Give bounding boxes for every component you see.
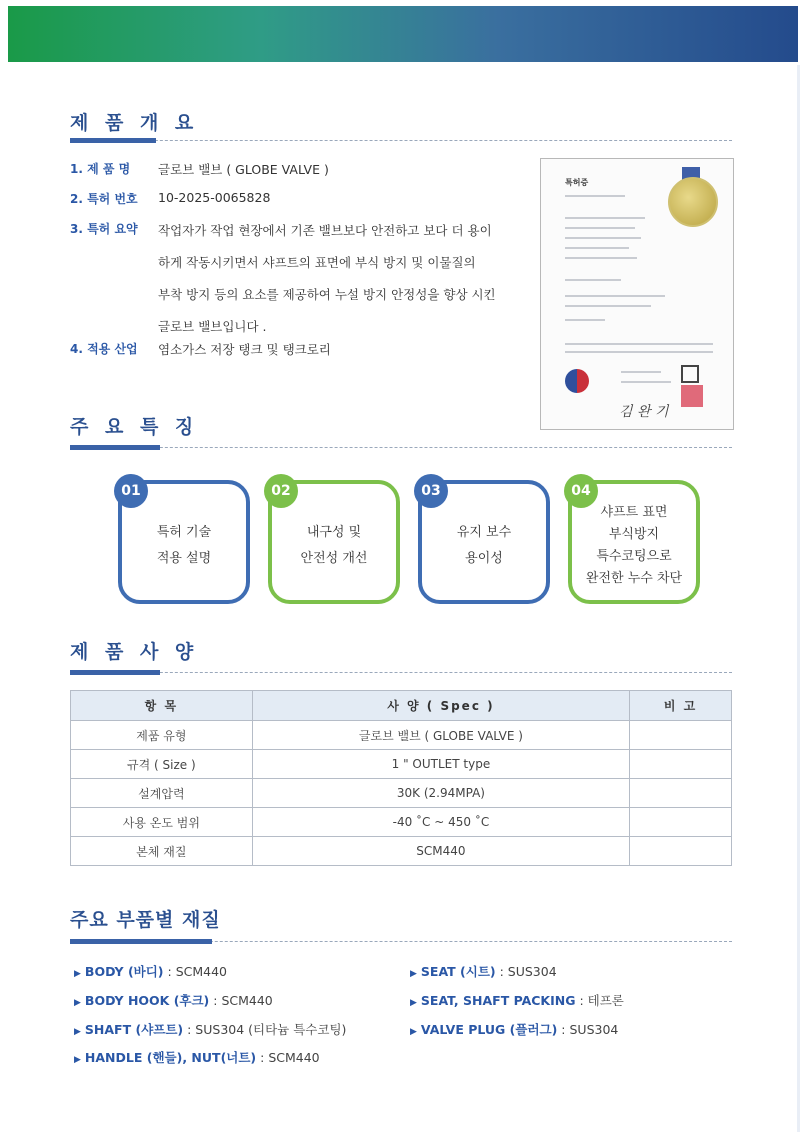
spec-table-header-row xyxy=(71,691,732,721)
spec-cell-note xyxy=(630,750,732,779)
feature-number-badge: 03 xyxy=(414,474,448,508)
part-name: BODY HOOK (후크) xyxy=(84,993,210,1008)
feature-line: 특수코팅으로 xyxy=(596,549,672,564)
feature-card-04 xyxy=(568,480,700,604)
summary-line: 글로브 밸브입니다 . xyxy=(158,319,267,334)
spec-cell-item: 본체 재질 xyxy=(71,837,253,866)
section-rule-spec xyxy=(70,672,732,674)
certificate-line xyxy=(565,351,713,353)
feature-line: 용이성 xyxy=(465,551,503,566)
feature-text xyxy=(457,520,511,572)
summary-line: 작업자가 작업 현장에서 기존 밸브보다 안전하고 보다 더 용이 xyxy=(158,223,492,238)
section-title-overview: 제 품 개 요 xyxy=(70,112,199,134)
triangle-bullet-icon: ▶ xyxy=(74,1027,81,1037)
part-material: : SCM440 xyxy=(163,964,227,979)
summary-line: 부착 방지 등의 요소를 제공하여 누설 방지 안정성을 향상 시킨 xyxy=(158,287,496,302)
certificate-line xyxy=(565,217,645,219)
list-item xyxy=(74,1048,320,1066)
spec-cell-note xyxy=(630,721,732,750)
certificate-line xyxy=(565,279,621,281)
triangle-bullet-icon: ▶ xyxy=(74,998,81,1008)
spec-cell-note xyxy=(630,779,732,808)
overview-label: 4. 적용 산업 xyxy=(70,342,138,356)
korean-emblem-icon xyxy=(565,369,589,393)
certificate-line xyxy=(565,257,637,259)
section-rule-overview xyxy=(70,140,732,142)
part-name: HANDLE (핸들), NUT(너트) xyxy=(84,1050,257,1065)
table-row xyxy=(71,837,732,866)
overview-label: 1. 제 품 명 xyxy=(70,162,131,176)
overview-value: 염소가스 저장 탱크 및 탱크로리 xyxy=(158,342,331,357)
spec-cell-value: -40 ˚C ~ 450 ˚C xyxy=(252,808,629,837)
certificate-line xyxy=(621,371,661,373)
triangle-bullet-icon: ▶ xyxy=(74,1055,81,1065)
certificate-line xyxy=(565,227,635,229)
certificate-line xyxy=(565,247,629,249)
feature-card-03 xyxy=(418,480,550,604)
header-gradient-band xyxy=(8,6,798,62)
part-material: : 테프론 xyxy=(575,993,624,1008)
certificate-line xyxy=(565,319,605,321)
part-material: : SCM440 xyxy=(209,993,273,1008)
overview-value: 글로브 밸브 ( GLOBE VALVE ) xyxy=(158,162,329,177)
spec-cell-item: 규격 ( Size ) xyxy=(71,750,253,779)
feature-number-badge: 04 xyxy=(564,474,598,508)
patent-summary-text xyxy=(158,215,516,343)
section-title-spec: 제 품 사 양 xyxy=(70,641,199,663)
overview-value: 10-2025-0065828 xyxy=(158,190,271,205)
feature-line: 샤프트 표면 xyxy=(600,505,668,520)
table-row xyxy=(71,721,732,750)
list-item xyxy=(410,1020,618,1038)
overview-label: 2. 특허 번호 xyxy=(70,192,138,206)
section-bar-parts xyxy=(70,939,212,944)
feature-text xyxy=(157,520,211,572)
section-bar-spec xyxy=(70,670,160,675)
spec-cell-item: 설계압력 xyxy=(71,779,253,808)
part-name: BODY (바디) xyxy=(84,964,164,979)
feature-line: 특허 기술 xyxy=(156,525,212,540)
part-material: : SUS304 xyxy=(557,1022,619,1037)
feature-line: 완전한 누수 차단 xyxy=(585,571,683,586)
spec-cell-item: 사용 온도 범위 xyxy=(71,808,253,837)
certificate-signature: 김 완 기 xyxy=(619,404,669,420)
table-row xyxy=(71,808,732,837)
part-name: SHAFT (샤프트) xyxy=(84,1022,184,1037)
feature-line: 부식방지 xyxy=(608,527,660,542)
feature-text xyxy=(586,502,682,590)
certificate-line xyxy=(565,237,641,239)
feature-line: 내구성 및 xyxy=(306,525,362,540)
certificate-line xyxy=(621,381,671,383)
part-material: : SUS304 (티타늄 특수코팅) xyxy=(183,1022,347,1037)
feature-text xyxy=(301,520,368,572)
feature-line: 유지 보수 xyxy=(456,525,512,540)
table-row xyxy=(71,750,732,779)
official-stamp-icon xyxy=(681,385,703,407)
spec-cell-value: 1 " OUTLET type xyxy=(252,750,629,779)
certificate-line xyxy=(565,305,651,307)
section-bar-overview xyxy=(70,138,156,143)
spec-header-item: 항 목 xyxy=(71,691,253,721)
part-material: : SCM440 xyxy=(256,1050,320,1065)
list-item xyxy=(74,962,227,980)
certificate-line xyxy=(565,195,625,197)
certificate-line xyxy=(565,343,713,345)
feature-line: 적용 설명 xyxy=(156,551,212,566)
spec-cell-item: 제품 유형 xyxy=(71,721,253,750)
feature-card-01 xyxy=(118,480,250,604)
part-material: : SUS304 xyxy=(495,964,557,979)
feature-card-02 xyxy=(268,480,400,604)
qr-code-icon xyxy=(681,365,699,383)
certificate-line xyxy=(565,295,665,297)
spec-cell-note xyxy=(630,837,732,866)
feature-number-badge: 02 xyxy=(264,474,298,508)
spec-header-note: 비 고 xyxy=(630,691,732,721)
feature-number-badge: 01 xyxy=(114,474,148,508)
spec-header-spec: 사 양 ( Spec ) xyxy=(252,691,629,721)
list-item xyxy=(74,1020,346,1038)
certificate-seal xyxy=(668,177,718,227)
feature-line: 안전성 개선 xyxy=(300,551,368,566)
section-bar-features xyxy=(70,445,160,450)
part-name: SEAT (시트) xyxy=(420,964,496,979)
part-name: SEAT, SHAFT PACKING xyxy=(420,993,576,1008)
part-name: VALVE PLUG (플러그) xyxy=(420,1022,558,1037)
list-item xyxy=(410,962,557,980)
section-title-features: 주 요 특 징 xyxy=(70,416,199,438)
triangle-bullet-icon: ▶ xyxy=(410,998,417,1008)
spec-cell-value: SCM440 xyxy=(252,837,629,866)
spec-cell-value: 30K (2.94MPA) xyxy=(252,779,629,808)
certificate-title: 특허증 xyxy=(565,178,589,187)
list-item xyxy=(410,991,624,1009)
triangle-bullet-icon: ▶ xyxy=(410,1027,417,1037)
spec-cell-note xyxy=(630,808,732,837)
summary-line: 하게 작동시키면서 샤프트의 표면에 부식 방지 및 이물질의 xyxy=(158,255,476,270)
triangle-bullet-icon: ▶ xyxy=(74,969,81,979)
list-item xyxy=(74,991,273,1009)
table-row xyxy=(71,779,732,808)
triangle-bullet-icon: ▶ xyxy=(410,969,417,979)
patent-certificate-image xyxy=(540,158,734,430)
overview-label: 3. 특허 요약 xyxy=(70,222,138,236)
spec-cell-value: 글로브 밸브 ( GLOBE VALVE ) xyxy=(252,721,629,750)
section-title-parts: 주요 부품별 재질 xyxy=(70,909,221,931)
spec-table xyxy=(70,690,732,866)
section-rule-features xyxy=(70,447,732,449)
